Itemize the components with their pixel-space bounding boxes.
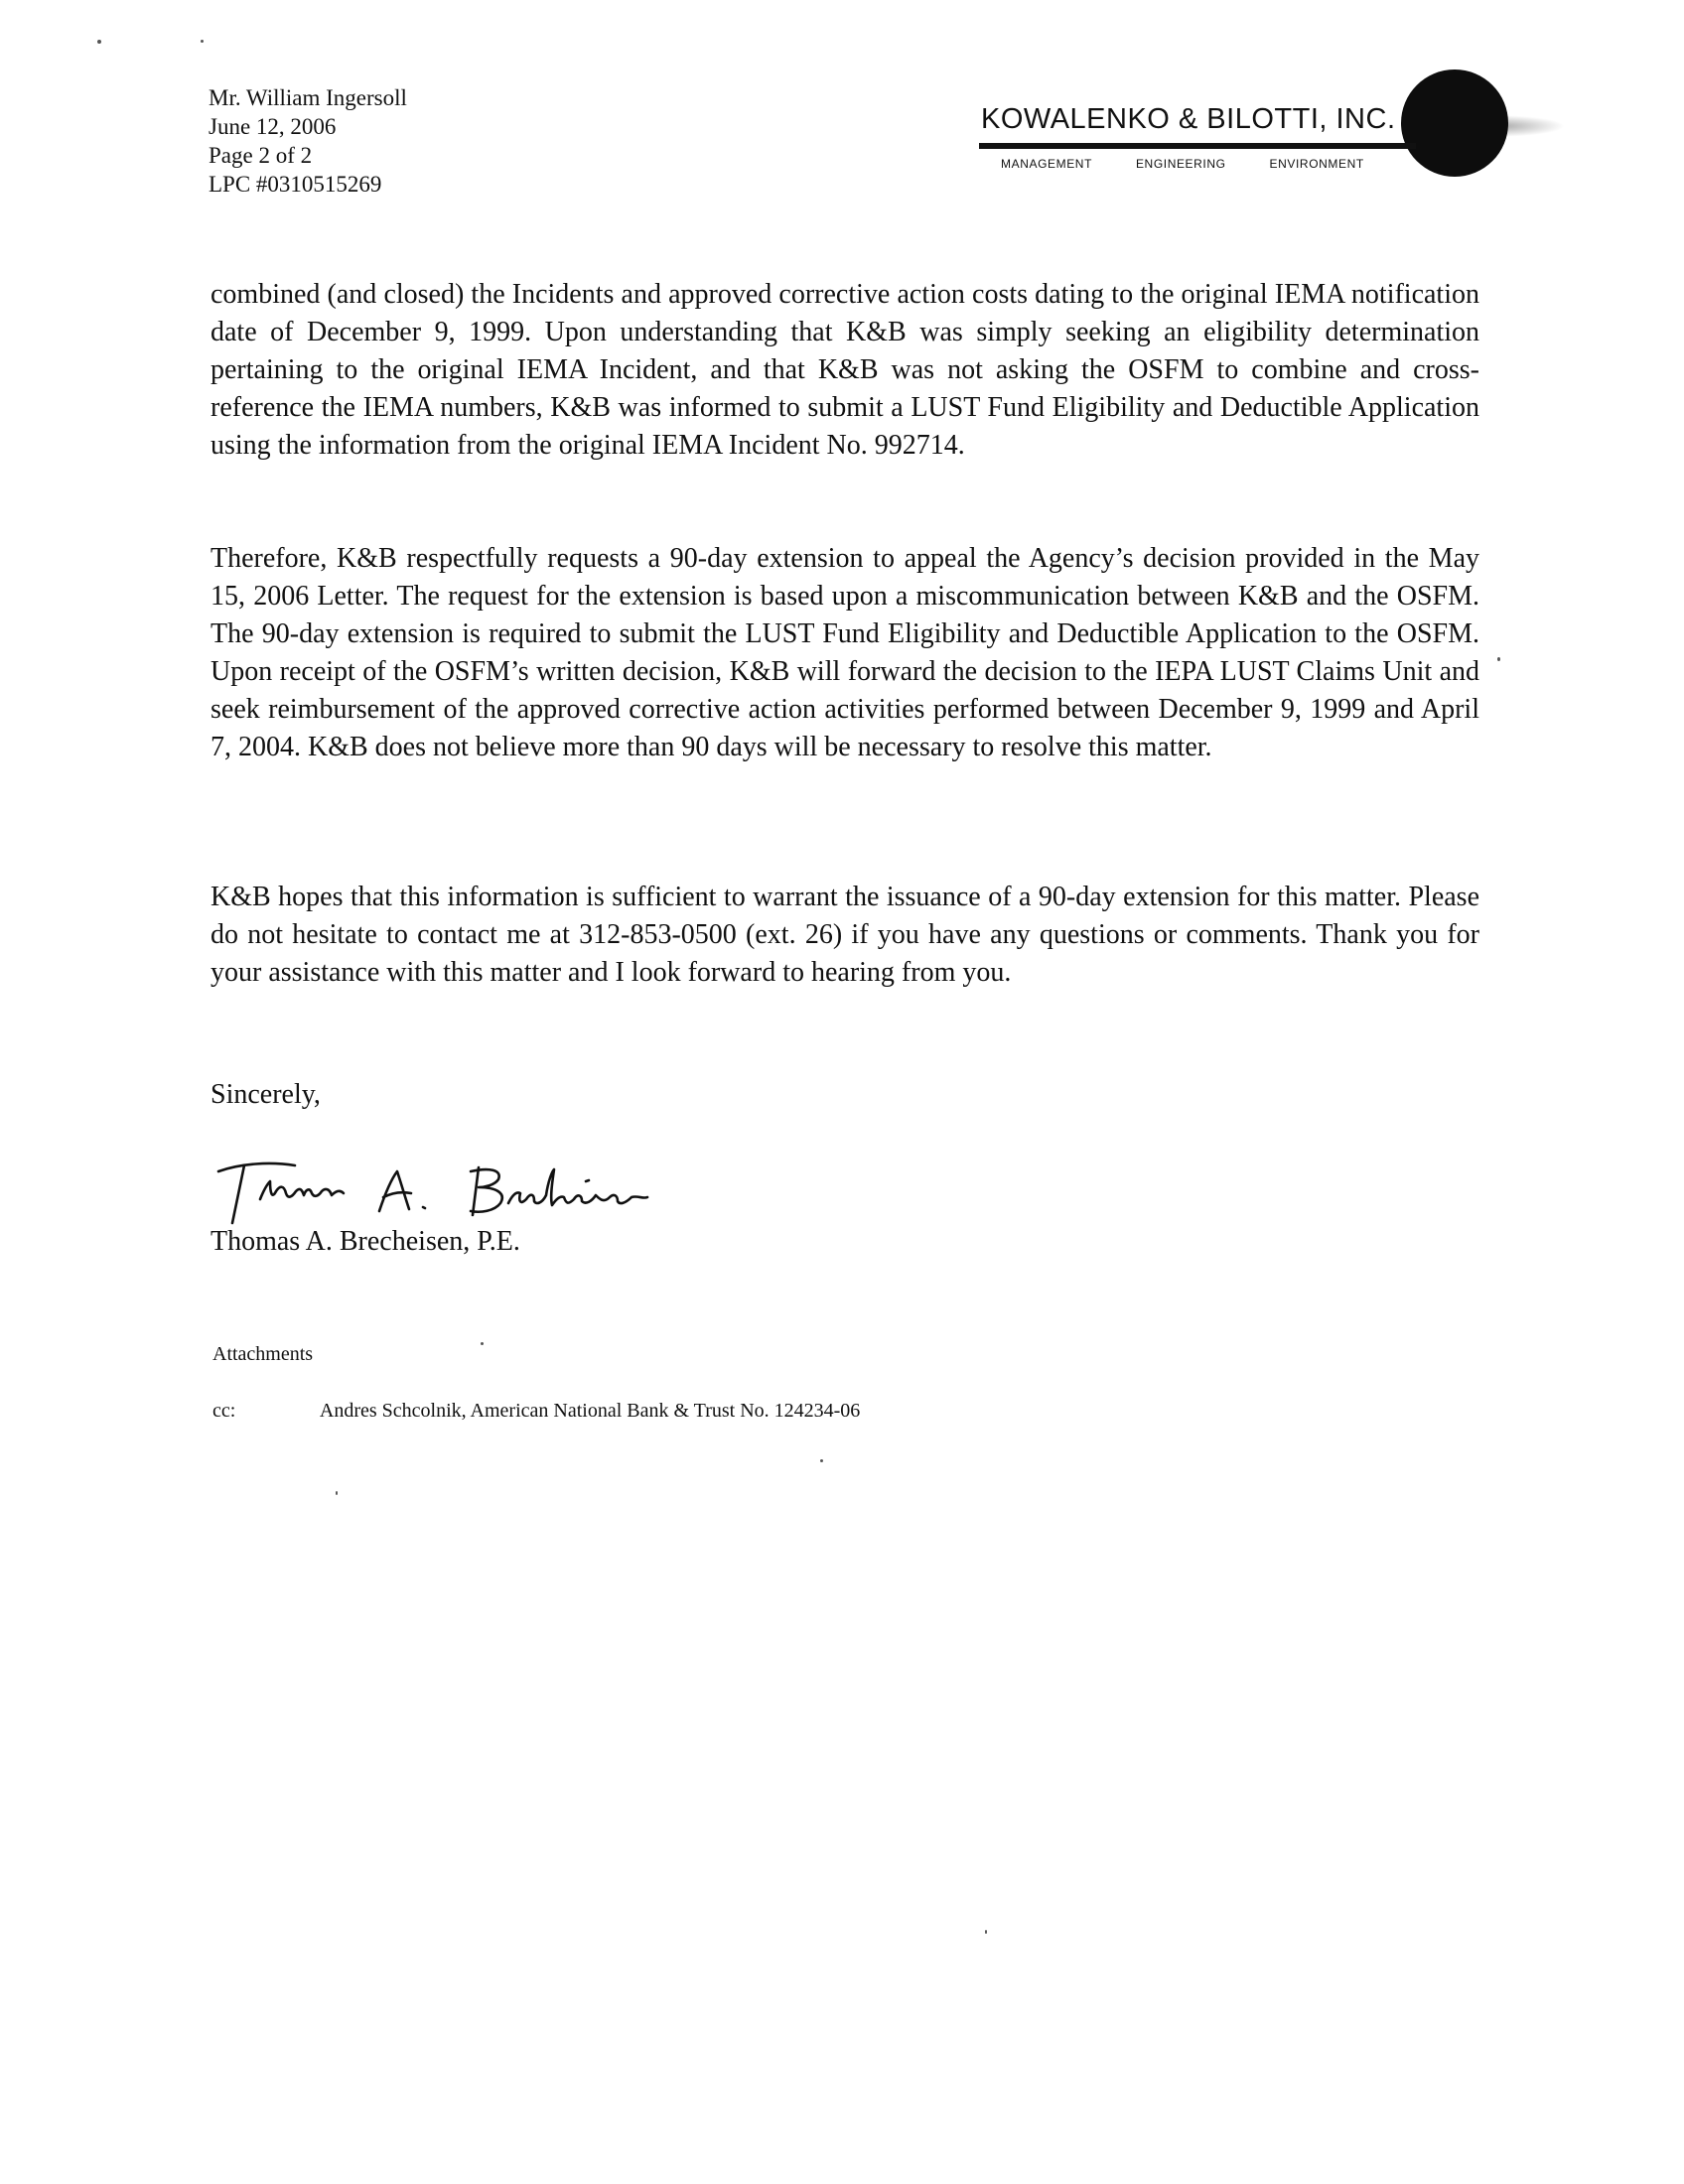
logo-disc-icon [1401,69,1508,177]
closing-salutation: Sincerely, [210,1079,321,1110]
scan-speck [481,1342,484,1345]
cc-label: cc: [212,1400,236,1422]
scan-speck [985,1930,987,1934]
attachments-label: Attachments [212,1343,314,1365]
company-letterhead [979,68,1575,187]
body-paragraph: Therefore, K&B respectfully requests a 90-day extension to appeal the Agency’s decision provided in the May 15, 2006 Letter. The request for the extension is based upon a miscommunication between K&B and the OSFM. The 90-day extension is required to submit the LUST Fund Eligibility and Deductible Application to the OSFM. Upon receipt of the OSFM’s written decision, K&B will forward the decision to the IEPA LUST Claims Unit and seek reimbursement of the approved corrective action activities performed between December 9, 1999 and April 7, 2004. K&B does not believe more than 90 days will be necessary to resolve this matter. [210,543,1479,762]
tagline-environment: ENVIRONMENT [1269,157,1364,171]
handwritten-signature [210,1142,707,1231]
letter-date: June 12, 2006 [209,114,337,139]
company-taglines [1001,157,1364,171]
cc-line [212,1398,860,1424]
letter-header [209,83,407,199]
tagline-engineering: ENGINEERING [1135,157,1226,171]
scan-speck [1497,657,1500,661]
tagline-management: MANAGEMENT [1001,157,1093,171]
scan-speck [820,1459,823,1462]
reference-number: LPC #0310515269 [209,172,382,197]
scan-speck [336,1491,338,1495]
body-paragraph: combined (and closed) the Incidents and approved corrective action costs dating to the original IEMA notification date of December 9, 1999. Upon understanding that K&B was simply seeking an eligibility determination pertaining to the original IEMA Incident, and that K&B was not asking the OSFM to combine and cross-reference the IEMA numbers, K&B was informed to submit a LUST Fund Eligibility and Deductible Application using the information from the original IEMA Incident No. 992714. [210,279,1479,461]
company-name: KOWALENKO & BILOTTI, INC. [981,103,1396,135]
body-paragraph: K&B hopes that this information is sufficient to warrant the issuance of a 90-day extension for this matter. Please do not hesitate to contact me at 312-853-0500 (ext. 26) if you have any questions or comments. Thank you for your assistance with this matter and I look forward to hearing from you. [210,882,1479,988]
cc-recipient: Andres Schcolnik, American National Bank & Trust No. 124234-06 [319,1400,861,1422]
recipient-name: Mr. William Ingersoll [209,85,407,110]
page-number: Page 2 of 2 [209,143,313,168]
signer-name: Thomas A. Brecheisen, P.E. [210,1226,520,1257]
scan-speck [97,40,101,44]
scan-speck [201,40,204,43]
logo-rule [979,143,1416,149]
